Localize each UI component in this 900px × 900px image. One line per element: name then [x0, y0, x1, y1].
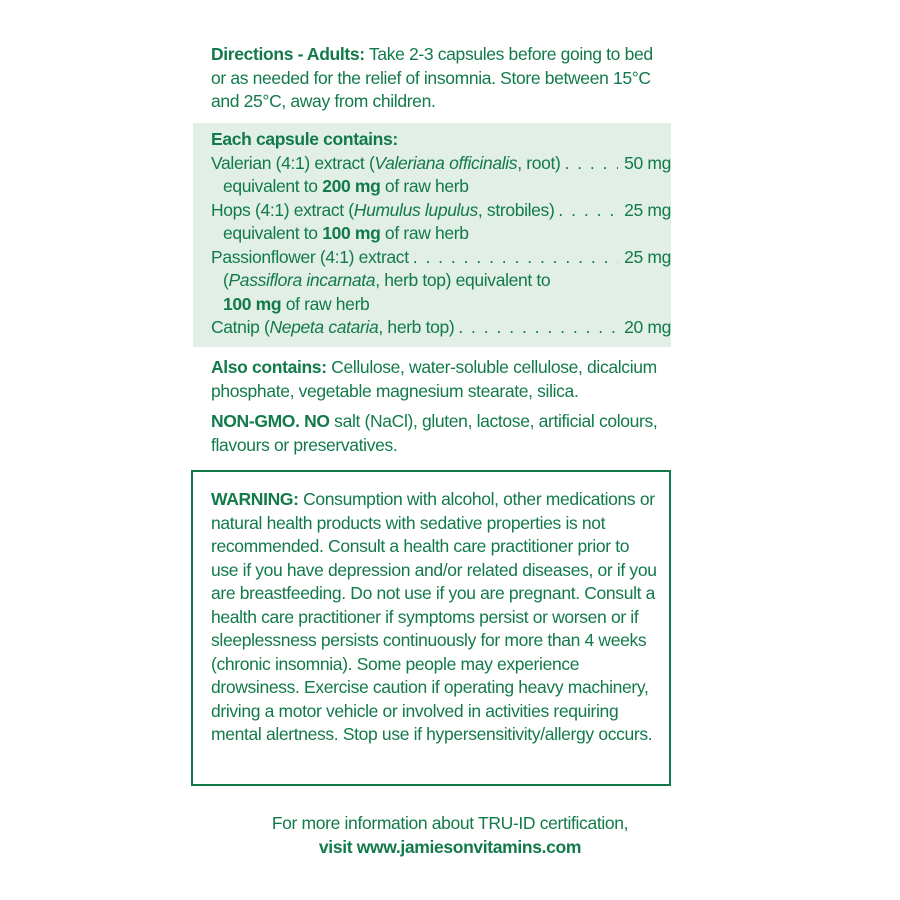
leader-dots	[458, 316, 618, 340]
ingredient-equivalent: 100 mg of raw herb	[223, 293, 370, 314]
warning-label: WARNING:	[211, 489, 299, 509]
non-gmo-text: salt (NaCl), gluten, lactose, artificial colours, flavours or preservatives.	[211, 411, 658, 455]
website-link[interactable]: www.jamiesonvitamins.com	[356, 836, 582, 857]
also-contains-paragraph	[211, 356, 671, 403]
directions-text: Take 2-3 capsules before going to bed or as needed for the relief of insomnia. Store between 15°C and 25°C, away from children.	[211, 44, 653, 111]
ingredient-amount: 50 mg	[624, 152, 671, 173]
directions-label: Directions - Adults:	[211, 44, 365, 64]
ingredients-list	[211, 128, 671, 340]
non-gmo-paragraph	[211, 410, 671, 457]
leader-dots	[564, 152, 618, 176]
ingredient-name: Hops (4:1) extract (Humulus lupulus, strobiles)	[211, 199, 555, 220]
latin-name: Humulus lupulus	[353, 199, 478, 220]
footer-info-text: For more information about TRU-ID certification,	[271, 813, 629, 833]
latin-name: Nepeta cataria	[269, 317, 379, 337]
also-contains-label: Also contains:	[211, 357, 327, 377]
ingredient-name: Valerian (4:1) extract (Valeriana officinalis, root)	[211, 152, 561, 173]
non-gmo-label: NON-GMO. NO	[211, 411, 330, 431]
leader-dots	[558, 199, 618, 223]
ingredient-valerian	[211, 152, 671, 176]
ingredients-heading: Each capsule contains:	[211, 129, 398, 149]
ingredient-amount: 20 mg	[624, 317, 671, 337]
directions-paragraph	[211, 43, 671, 114]
ingredient-name: Passionflower (4:1) extract	[211, 246, 409, 267]
ingredient-name: Catnip (Nepeta cataria, herb top)	[211, 317, 455, 337]
also-contains-text: Cellulose, water-soluble cellulose, dicalcium phosphate, vegetable magnesium stearate, silica.	[211, 357, 657, 401]
ingredient-amount: 25 mg	[624, 246, 671, 267]
leader-dots	[413, 246, 618, 270]
ingredient-catnip	[211, 316, 671, 340]
latin-name: Valeriana officinalis	[374, 152, 518, 173]
footer	[0, 812, 900, 859]
latin-name: Passiflora incarnata	[228, 270, 376, 290]
ingredient-equivalent: equivalent to 200 mg of raw herb	[223, 176, 469, 196]
warning-paragraph	[211, 488, 659, 747]
ingredient-amount: 25 mg	[624, 199, 671, 220]
footer-visit-line: visit www.jamiesonvitamins.com	[318, 836, 582, 857]
ingredient-hops	[211, 199, 671, 223]
ingredient-detail: (Passiflora incarnata, herb top) equivalent to	[223, 270, 551, 290]
ingredient-passionflower	[211, 246, 671, 270]
ingredient-equivalent: equivalent to 100 mg of raw herb	[223, 223, 469, 243]
warning-text: Consumption with alcohol, other medications or natural health products with sedative properties is not recommended. Consult a health care practitioner prior to use if you have depression and/or related diseases, or if you are breastfeeding. Do not use if you are pregnant. Consult a health care practitioner if symptoms persist or worsen or if sleeplessness persists continuously for more than 4 weeks (chronic insomnia). Some people may experience drowsiness. Exercise caution if operating heavy machinery, driving a motor vehicle or involved in activities requiring mental alertness. Stop use if hypersensitivity/allergy occurs.	[211, 489, 657, 744]
